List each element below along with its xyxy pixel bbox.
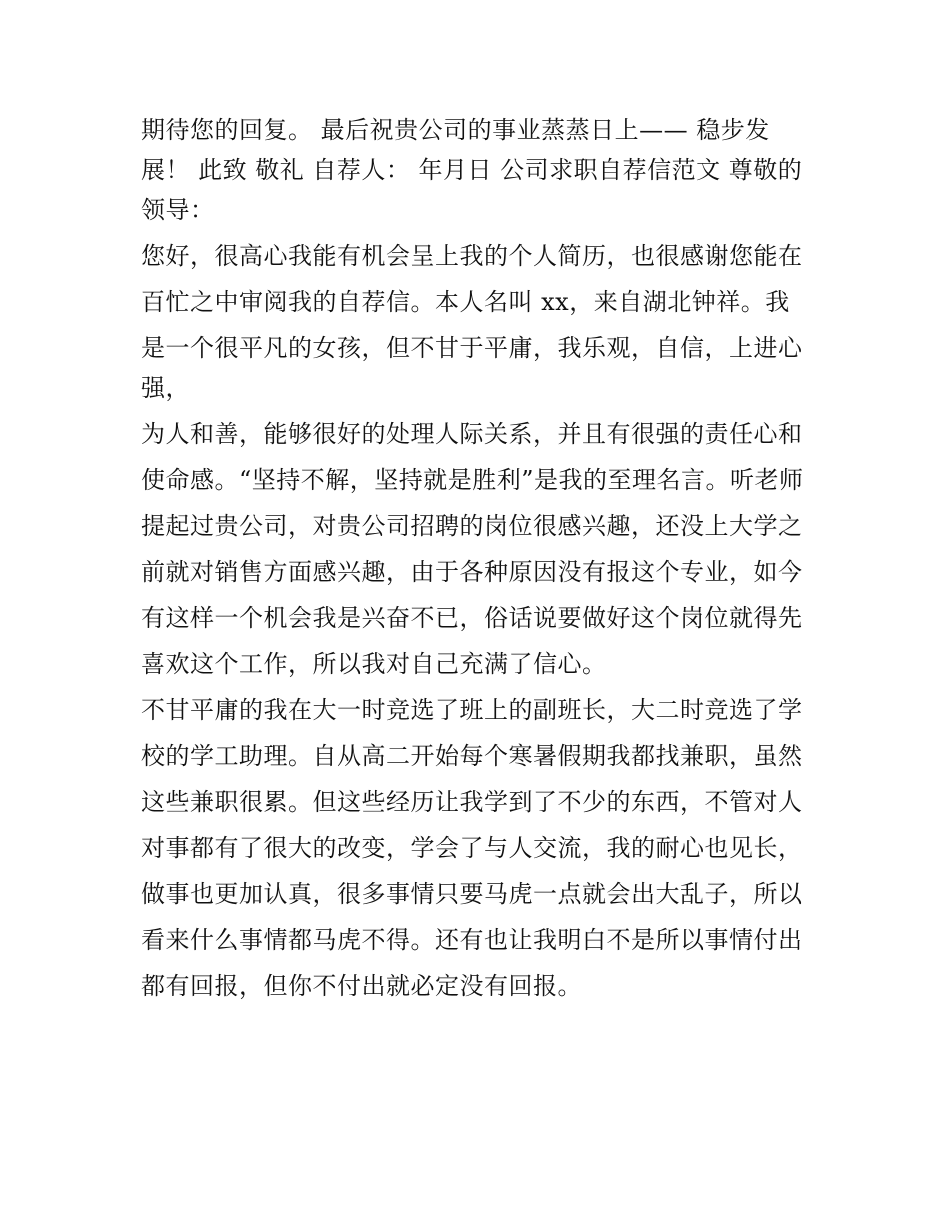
text-line: 不甘平庸的我在大一时竞选了班上的副班长，大二时竞选了学 — [141, 696, 803, 724]
text-line: 百忙之中审阅我的自荐信。本人名叫 xx，来自湖北钟祥。我 — [141, 288, 790, 316]
text-line: 做事也更加认真，很多事情只要马虎一点就会出大乱子，所以 — [141, 880, 803, 908]
text-line: 为人和善，能够很好的处理人际关系，并且有很强的责任心和 — [141, 420, 803, 448]
text-line: 期待您的回复。 最后祝贵公司的事业蒸蒸日上—— 稳步发 — [141, 116, 770, 144]
letter-body — [141, 110, 821, 1006]
text-line: 强， — [141, 374, 190, 402]
text-line: 喜欢这个工作，所以我对自己充满了信心。 — [141, 650, 607, 678]
text-line: 领导： — [141, 196, 215, 224]
text-line: 这些兼职很累。但这些经历让我学到了不少的东西，不管对人 — [141, 788, 803, 816]
text-line: 您好，很高心我能有机会呈上我的个人简历，也很感谢您能在 — [141, 242, 803, 270]
text-line: 前就对销售方面感兴趣，由于各种原因没有报这个专业，如今 — [141, 558, 803, 586]
text-line: 是一个很平凡的女孩，但不甘于平庸，我乐观，自信，上进心 — [141, 334, 803, 362]
text-line: 使命感。“坚持不解，坚持就是胜利”是我的至理名言。听老师 — [141, 466, 804, 494]
text-line: 校的学工助理。自从高二开始每个寒暑假期我都找兼职，虽然 — [141, 742, 803, 770]
text-line: 都有回报，但你不付出就必定没有回报。 — [141, 972, 582, 1000]
text-line: 对事都有了很大的改变，学会了与人交流，我的耐心也见长， — [141, 834, 803, 862]
text-line: 有这样一个机会我是兴奋不已，俗话说要做好这个岗位就得先 — [141, 604, 803, 632]
text-line: 提起过贵公司，对贵公司招聘的岗位很感兴趣，还没上大学之 — [141, 512, 803, 540]
text-line: 看来什么事情都马虎不得。还有也让我明白不是所以事情付出 — [141, 926, 803, 954]
text-line: 展！ 此致 敬礼 自荐人： 年月日 公司求职自荐信范文 尊敬的 — [141, 156, 803, 184]
